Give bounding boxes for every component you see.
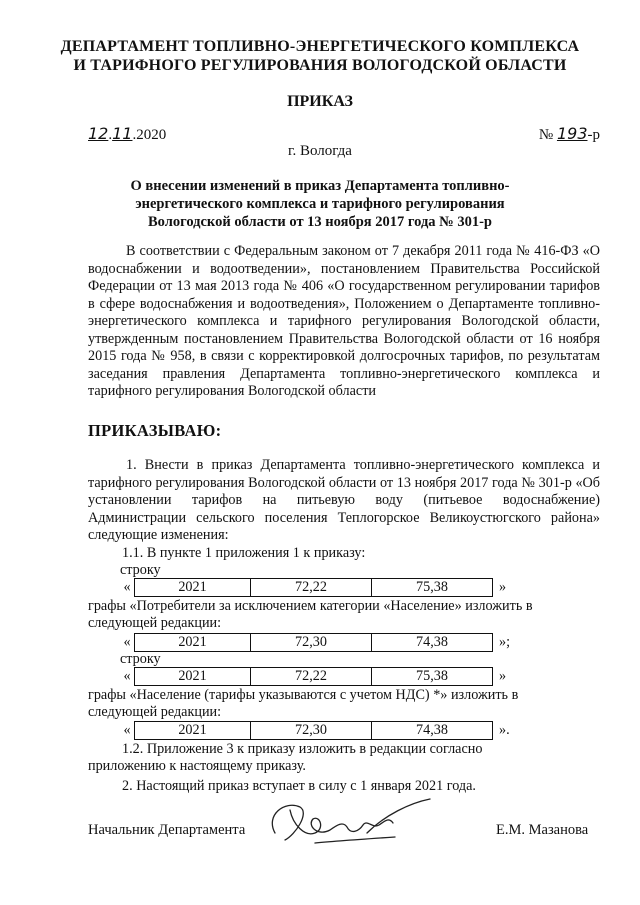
signatory-name: Е.М. Мазанова — [496, 822, 589, 838]
signatory-title: Начальник Департамента — [88, 822, 246, 838]
number-handwritten: 193 — [556, 124, 588, 143]
cell-value-2: 75,38 — [416, 578, 448, 595]
cell-value-1: 72,22 — [251, 579, 372, 596]
item-1-2-line-2: приложению к настоящему приказу. — [88, 758, 306, 774]
preamble-paragraph: В соответствии с Федеральным законом от 7 декабря 2011 года № 416-ФЗ «О водоснабжении и водоотведении», постановлением Правительства Российской Федерации от 13 мая 2013 года № 406 «О государственном регулировании тарифов в сфере водоснабжения и водоотведения», Положением о Департаменте топливно-энергетического комплекса и тарифного регулирования Вологодской области, утвержденным постановлением Правительства Вологодской области от 16 ноября 2015 года № 958, в связи с корректировкой долгосрочных тарифов, по результатам заседания правления Департамента топливно-энергетического комплекса и тарифного регулирования Вологодской области — [88, 243, 600, 399]
grafy-1-line-2: следующей редакции: — [88, 615, 222, 631]
number-suffix: -р — [587, 127, 600, 143]
tariff-row-new-1 — [120, 633, 510, 651]
tariff-cells — [134, 667, 493, 686]
city-name: г. Вологда — [288, 143, 352, 159]
item-1-1-heading: 1.1. В пункте 1 приложения 1 к приказу: — [122, 545, 366, 561]
date-day-handwritten: 12 — [88, 124, 109, 143]
document-date: 12.11.2020 — [88, 124, 167, 143]
grafy-1-line-1: графы «Потребители за исключением категории «Население» изложить в — [88, 598, 533, 614]
cell-year: 2021 — [135, 634, 251, 651]
row-close-quote: » — [499, 578, 507, 595]
handwritten-signature — [255, 795, 455, 855]
row-close-quote: »; — [499, 633, 511, 650]
department-name-line-1: ДЕПАРТАМЕНТ ТОПЛИВНО-ЭНЕРГЕТИЧЕСКОГО КОМПЛЕКСА — [60, 38, 580, 55]
tariff-cells — [134, 633, 493, 652]
tariff-row-old-2 — [120, 667, 506, 685]
date-month-handwritten: 11 — [112, 124, 133, 143]
cell-year: 2021 — [135, 579, 251, 596]
document-number — [539, 124, 600, 144]
cell-year: 2021 — [135, 668, 251, 685]
item-1-paragraph: 1. Внести в приказ Департамента топливно-энергетического комплекса и тарифного регулирования Вологодской области от 13 ноября 2017 года № 301-р «Об установлении тарифов на питьевую воду (питьевое водоснабжение) Администрации сельского поселения Теплогорское Великоустюгского района» следующие изменения: — [88, 457, 600, 543]
tariff-cells — [134, 578, 493, 597]
row-open-quote: « — [123, 721, 131, 738]
cell-value-2: 74,38 — [416, 633, 448, 650]
cell-year: 2021 — [135, 722, 251, 739]
number-sign: № — [538, 127, 554, 143]
order-keyword: ПРИКАЗЫВАЮ: — [88, 421, 222, 440]
row-close-quote: » — [499, 667, 507, 684]
stroku-label-1: строку — [120, 562, 161, 578]
cell-value-1: 72,22 — [251, 668, 372, 685]
tariff-row-new-2 — [120, 721, 510, 739]
grafy-2-line-2: следующей редакции: — [88, 704, 222, 720]
row-close-quote: ». — [499, 721, 510, 738]
department-name-line-2: И ТАРИФНОГО РЕГУЛИРОВАНИЯ ВОЛОГОДСКОЙ ОБЛАСТИ — [73, 57, 567, 74]
tariff-row-old-1 — [120, 578, 506, 596]
document-type-title: ПРИКАЗ — [287, 93, 353, 110]
row-open-quote: « — [123, 667, 131, 684]
document-subject: О внесении изменений в приказ Департамента топливно-энергетического комплекса и тарифного регулирования Вологодской области от 13 ноября 2017 года № 301-р — [130, 178, 510, 230]
cell-value-2: 74,38 — [416, 721, 448, 738]
cell-value-1: 72,30 — [251, 634, 372, 651]
row-open-quote: « — [123, 578, 131, 595]
stroku-label-2: строку — [120, 651, 161, 667]
item-2-paragraph: 2. Настоящий приказ вступает в силу с 1 января 2021 года. — [122, 778, 476, 794]
date-year: .2020 — [132, 127, 167, 143]
cell-value-2: 75,38 — [416, 667, 448, 684]
cell-value-1: 72,30 — [251, 722, 372, 739]
row-open-quote: « — [123, 633, 131, 650]
tariff-cells — [134, 721, 493, 740]
grafy-2-line-1: графы «Население (тарифы указываются с учетом НДС) *» изложить в — [88, 687, 519, 703]
item-1-2-line-1: 1.2. Приложение 3 к приказу изложить в редакции согласно — [122, 741, 483, 757]
